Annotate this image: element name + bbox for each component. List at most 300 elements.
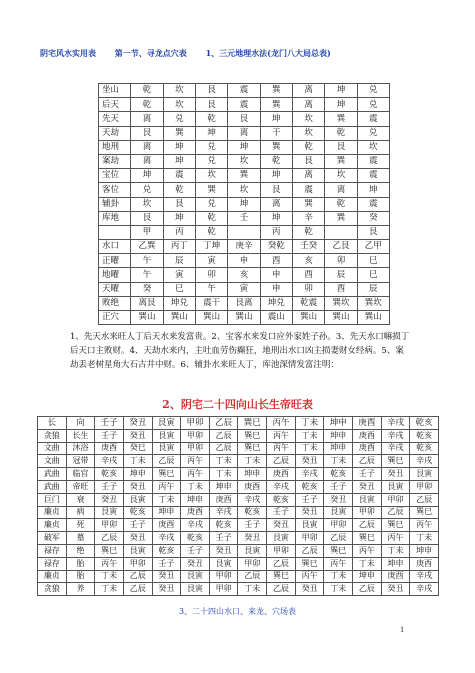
table-cell: 乙辰: [238, 570, 267, 583]
table-cell: 禄存: [38, 544, 67, 557]
table-cell: 癸丑: [267, 519, 296, 532]
table-cell: 武曲: [38, 480, 67, 493]
table-cell: 丁坤: [195, 240, 227, 254]
table-cell: 癸丑: [123, 532, 152, 545]
table-cell: 巽: [260, 84, 292, 98]
table-cell: 坤申: [152, 506, 181, 519]
table-row: [99, 183, 390, 197]
table-cell: 甲卯: [123, 557, 152, 570]
table-cell: 震: [357, 154, 389, 168]
table-row: [38, 442, 439, 455]
table-cell: 水口: [99, 240, 131, 254]
header-table-title: 1、三元地理水法(龙门八大局总表): [205, 48, 331, 58]
table-row: [99, 154, 390, 168]
table-cell: 艮寅: [267, 532, 296, 545]
table-cell: 巽: [228, 169, 260, 183]
table-cell: 辛: [292, 211, 324, 225]
table-cell: 坎: [131, 197, 163, 211]
table-cell: 丙午: [181, 468, 210, 481]
table-cell: 癸丑: [123, 480, 152, 493]
table-cell: 乙巽: [131, 240, 163, 254]
table-cell: 乾: [163, 183, 195, 197]
table-row: [99, 296, 390, 310]
table-cell: 癸丑: [209, 544, 238, 557]
table-cell: 乾: [131, 84, 163, 98]
table-cell: 辅卦: [99, 197, 131, 211]
table-cell: 癸: [131, 282, 163, 296]
table-cell: 客位: [99, 183, 131, 197]
table-cell: 辛戌: [381, 417, 410, 430]
table-cell: 艮: [325, 140, 357, 154]
table-cell: 巽巳: [410, 506, 439, 519]
table-cell: 衰: [66, 493, 95, 506]
longevity-table-title: 2、阴宅二十四向山长生帝旺表: [162, 398, 313, 411]
table-cell: 艮寅: [152, 429, 181, 442]
table-cell: 壬子: [95, 429, 124, 442]
table-cell: 乙辰: [267, 557, 296, 570]
dragon-gate-table: [98, 83, 390, 325]
table-cell: 案劫: [99, 154, 131, 168]
table-cell: 巽: [325, 154, 357, 168]
table-cell: 寅: [195, 254, 227, 268]
table-cell: 巽巳: [95, 544, 124, 557]
table-cell: 壬子: [95, 480, 124, 493]
table-row: [99, 211, 390, 225]
table-cell: 巽山: [228, 311, 260, 325]
table-cell: 丁未: [324, 570, 353, 583]
table-cell: 癸巳: [123, 442, 152, 455]
table-cell: 坎: [195, 169, 227, 183]
table-cell: 乙辰: [152, 455, 181, 468]
table-cell: 巽巳: [353, 532, 382, 545]
table-cell: 癸丑: [95, 493, 124, 506]
table-cell: 癸丑: [381, 583, 410, 596]
table-row: [99, 140, 390, 154]
table-cell: 丙: [260, 225, 292, 239]
table-cell: 甲卯: [381, 493, 410, 506]
table-cell: 临官: [66, 468, 95, 481]
table-cell: 乾亥: [267, 493, 296, 506]
table-cell: 坤兑: [260, 296, 292, 310]
table-cell: 乾: [260, 154, 292, 168]
table-row: [99, 84, 390, 98]
table-cell: 胎: [66, 557, 95, 570]
table-cell: 天劫: [99, 126, 131, 140]
table-cell: 离: [260, 197, 292, 211]
table-cell: 亥: [228, 268, 260, 282]
page-header: [40, 48, 440, 59]
table-cell: 巽: [195, 183, 227, 197]
table-cell: 巨门: [38, 493, 67, 506]
table-cell: 墓: [66, 532, 95, 545]
table-cell: 申: [228, 254, 260, 268]
table-cell: 震: [357, 197, 389, 211]
table-cell: 巽巳: [238, 429, 267, 442]
table-cell: 兑: [357, 98, 389, 112]
table-cell: 辛戌: [95, 455, 124, 468]
table-cell: 癸丑: [123, 429, 152, 442]
table-cell: 坎: [228, 183, 260, 197]
table-cell: 震: [357, 169, 389, 183]
table-cell: 甲卯: [209, 570, 238, 583]
page-number: 1: [400, 626, 405, 634]
table-cell: 胎: [66, 570, 95, 583]
table-cell: 兑: [195, 197, 227, 211]
table-cell: 庚酉: [95, 442, 124, 455]
table-cell: 向: [66, 417, 95, 430]
table-cell: 巽: [260, 98, 292, 112]
table-cell: 禄存: [38, 557, 67, 570]
table-cell: 贪狼: [38, 583, 67, 596]
table-cell: 乙辰: [353, 519, 382, 532]
table-cell: 乾亥: [410, 442, 439, 455]
table-cell: 巽巳: [152, 468, 181, 481]
table-cell: 廉贞: [38, 506, 67, 519]
table-cell: 离: [131, 154, 163, 168]
table-cell: 坤: [260, 169, 292, 183]
table-row: [38, 544, 439, 557]
table-cell: 败绝: [99, 296, 131, 310]
table-cell: 丙午: [353, 544, 382, 557]
table-cell: 庚酉: [267, 468, 296, 481]
table-cell: 巽巳: [381, 455, 410, 468]
table-cell: 乾亥: [123, 506, 152, 519]
table-cell: 巽: [163, 126, 195, 140]
table-cell: 辛戌: [381, 442, 410, 455]
table-row: [99, 240, 390, 254]
table-cell: 震: [292, 183, 324, 197]
table-cell: 庚酉: [353, 417, 382, 430]
table-row: [38, 557, 439, 570]
table-cell: 癸丑: [295, 506, 324, 519]
table-cell: 乾: [325, 126, 357, 140]
table-cell: 离: [228, 126, 260, 140]
table-cell: 艮寅: [181, 570, 210, 583]
table-row: [99, 112, 390, 126]
table-cell: 艮: [131, 126, 163, 140]
table-cell: 庚酉: [209, 493, 238, 506]
table-cell: 癸丑: [295, 583, 324, 596]
table-cell: 甲卯: [181, 429, 210, 442]
table-row: [99, 282, 390, 296]
table-row: [99, 311, 390, 325]
table-cell: 巽: [292, 197, 324, 211]
table-cell: 辰: [357, 282, 389, 296]
table-cell: 坤申: [324, 442, 353, 455]
table-cell: 辰: [325, 268, 357, 282]
table-cell: 乾亥: [295, 480, 324, 493]
table-cell: 乾: [292, 225, 324, 239]
table-cell: 乙辰: [209, 417, 238, 430]
table-cell: 乙艮: [325, 240, 357, 254]
table-cell: 巽巳: [238, 442, 267, 455]
table-cell: 坤: [357, 183, 389, 197]
table-cell: 巳: [357, 254, 389, 268]
table-row: [38, 532, 439, 545]
table-cell: 艮寅: [410, 468, 439, 481]
table-cell: 坤申: [324, 429, 353, 442]
table-cell: 乙辰: [295, 544, 324, 557]
table-cell: 先天: [99, 112, 131, 126]
table-cell: 震: [163, 169, 195, 183]
table-cell: 壬子: [267, 506, 296, 519]
table-cell: 巽山: [357, 311, 389, 325]
table-cell: 兑: [195, 154, 227, 168]
table-cell: [99, 225, 131, 239]
table-cell: 巽巳: [381, 519, 410, 532]
table-cell: 乾: [131, 98, 163, 112]
table-row: [38, 480, 439, 493]
table-cell: 长: [38, 417, 67, 430]
table-cell: 辛戌: [209, 506, 238, 519]
table-row: [38, 506, 439, 519]
table-cell: 艮: [163, 197, 195, 211]
table-cell: 乙辰: [123, 570, 152, 583]
table-cell: 坤: [163, 154, 195, 168]
next-section-title: 3、二十四山水口、来龙、穴场表: [178, 607, 297, 616]
table-cell: 坎: [228, 154, 260, 168]
table-cell: 丙午: [181, 455, 210, 468]
table-row: [99, 169, 390, 183]
table-cell: 丁未: [209, 455, 238, 468]
table-cell: 坤申: [238, 468, 267, 481]
table-cell: [228, 225, 260, 239]
table-cell: 巽巳: [238, 417, 267, 430]
table-cell: 丁未: [95, 570, 124, 583]
table-cell: 丙午: [267, 442, 296, 455]
table-cell: 乾亥: [152, 544, 181, 557]
table-cell: 震山: [260, 311, 292, 325]
table-cell: 艮寅: [209, 557, 238, 570]
table-cell: 坤申: [353, 570, 382, 583]
table-cell: 艮寅: [324, 506, 353, 519]
table-cell: 巽坎: [325, 296, 357, 310]
table-cell: 艮寅: [381, 480, 410, 493]
table-cell: 甲卯: [238, 557, 267, 570]
table-cell: 乾: [195, 225, 227, 239]
table-cell: 乙辰: [353, 455, 382, 468]
table-cell: 乾亥: [209, 519, 238, 532]
table-cell: 巽巳: [295, 557, 324, 570]
table-cell: 午: [195, 282, 227, 296]
table-cell: 正曜: [99, 254, 131, 268]
table-cell: 破军: [38, 532, 67, 545]
header-book-title: 阴宅风水实用表: [40, 48, 96, 58]
table-cell: 癸乾: [260, 240, 292, 254]
table-cell: 坤申: [324, 417, 353, 430]
table-cell: 艮: [357, 225, 389, 239]
table-cell: 艮寅: [238, 544, 267, 557]
table-cell: 丁未: [238, 455, 267, 468]
table-cell: 丙午: [324, 557, 353, 570]
table-cell: 辛戌: [238, 493, 267, 506]
table-cell: 巳: [357, 268, 389, 282]
table-cell: 庚酉: [181, 506, 210, 519]
table-cell: 离: [325, 183, 357, 197]
table-cell: 辛戌: [410, 583, 439, 596]
table-row: [38, 429, 439, 442]
table-cell: 艮寅: [123, 544, 152, 557]
table-cell: 地刑: [99, 140, 131, 154]
table-cell: 寅: [228, 282, 260, 296]
table-cell: 乙辰: [267, 455, 296, 468]
table-cell: 坤申: [123, 468, 152, 481]
table-cell: 帝旺: [66, 480, 95, 493]
table-cell: 午: [131, 254, 163, 268]
table-cell: 冠带: [66, 455, 95, 468]
table-cell: 乙辰: [353, 583, 382, 596]
table-cell: 丁未: [295, 429, 324, 442]
table-row: [99, 98, 390, 112]
table-cell: 巳: [163, 282, 195, 296]
table-cell: 丁未: [410, 532, 439, 545]
table-row: [99, 126, 390, 140]
table-cell: 甲卯: [353, 506, 382, 519]
table-cell: 坤申: [381, 557, 410, 570]
table-cell: 乾: [195, 211, 227, 225]
table-cell: 坎: [357, 140, 389, 154]
table-cell: 乙辰: [209, 442, 238, 455]
table-cell: 震: [228, 84, 260, 98]
table-cell: 丙午: [295, 570, 324, 583]
table-cell: 病: [66, 506, 95, 519]
table-cell: 巽坎: [357, 296, 389, 310]
table-cell: 癸丑: [123, 417, 152, 430]
table-cell: 干: [260, 126, 292, 140]
table-cell: 丁未: [238, 583, 267, 596]
table-cell: 壬子: [238, 519, 267, 532]
table-cell: 丁未: [95, 583, 124, 596]
table-cell: 巽山: [131, 311, 163, 325]
table-cell: 壬子: [152, 557, 181, 570]
table-cell: 乾亥: [95, 468, 124, 481]
table-cell: 午: [131, 268, 163, 282]
table-cell: 卯: [325, 254, 357, 268]
notes-paragraph: 1、先天水来旺人丁后天水来发富贵。2、宝客水来发口应外家姓子孙。3、先天水口嘛损丁后天口主败财。4、天劫水来内，主吐血劳伤癫狂，地刑出水口凶主损妻财女经病。5、案劫丢老树星角大石古井中财。6、辅卦水来旺人丁，库池深情发富注明：: [70, 332, 410, 370]
table-cell: 坤: [325, 98, 357, 112]
table-cell: 离艮: [131, 296, 163, 310]
table-cell: 坤: [163, 140, 195, 154]
table-cell: 坎: [163, 84, 195, 98]
table-cell: 乾亥: [238, 506, 267, 519]
table-row: [38, 468, 439, 481]
table-cell: 离: [131, 140, 163, 154]
table-cell: 坤: [325, 84, 357, 98]
table-cell: 申: [260, 282, 292, 296]
table-cell: 卯: [195, 268, 227, 282]
table-cell: 甲卯: [95, 519, 124, 532]
table-cell: 艮离: [228, 296, 260, 310]
table-cell: 丙午: [152, 480, 181, 493]
table-cell: 辛戌: [181, 519, 210, 532]
table-cell: 亥: [292, 254, 324, 268]
table-cell: 丁未: [353, 557, 382, 570]
table-row: [99, 225, 390, 239]
table-cell: 文曲: [38, 455, 67, 468]
table-cell: 酉: [292, 268, 324, 282]
table-cell: 壬子: [123, 519, 152, 532]
table-row: [99, 197, 390, 211]
table-cell: 坤: [228, 140, 260, 154]
table-cell: 艮寅: [152, 417, 181, 430]
table-cell: 乙辰: [123, 583, 152, 596]
table-cell: 文曲: [38, 442, 67, 455]
table-row: [99, 254, 390, 268]
table-cell: 廉贞: [38, 570, 67, 583]
table-cell: 贪狼: [38, 429, 67, 442]
table-cell: 离: [292, 98, 324, 112]
table-cell: 艮: [228, 112, 260, 126]
table-cell: 庚酉: [381, 570, 410, 583]
table-cell: 庚酉: [410, 557, 439, 570]
table-cell: 乙辰: [95, 532, 124, 545]
table-cell: 丁未: [152, 493, 181, 506]
table-row: [38, 417, 439, 430]
table-cell: 乾震: [292, 296, 324, 310]
table-cell: 坎: [292, 112, 324, 126]
table-cell: 丁未: [324, 455, 353, 468]
table-cell: 长生: [66, 429, 95, 442]
table-cell: 乾亥: [410, 429, 439, 442]
table-cell: 甲卯: [181, 442, 210, 455]
table-cell: 酉: [325, 282, 357, 296]
table-cell: 震: [228, 98, 260, 112]
table-cell: 艮寅: [152, 442, 181, 455]
longevity-table: [37, 416, 439, 596]
table-cell: 甲卯: [209, 583, 238, 596]
table-cell: 乾亥: [181, 532, 210, 545]
table-cell: 艮: [260, 183, 292, 197]
table-cell: 丁未: [324, 583, 353, 596]
table-cell: 癸丑: [324, 493, 353, 506]
table-cell: 巽: [325, 112, 357, 126]
table-cell: 壬子: [181, 544, 210, 557]
table-cell: 震: [357, 112, 389, 126]
table-cell: 甲卯: [324, 519, 353, 532]
table-row: [38, 583, 439, 596]
table-cell: 酉: [260, 254, 292, 268]
table-row: [38, 570, 439, 583]
table-cell: 地曜: [99, 268, 131, 282]
table-cell: 乙甲: [357, 240, 389, 254]
table-cell: 库地: [99, 211, 131, 225]
table-cell: 丙: [163, 225, 195, 239]
table-cell: 坤申: [209, 480, 238, 493]
table-cell: 乙辰: [324, 532, 353, 545]
table-cell: 兑: [195, 140, 227, 154]
table-cell: 辛戌: [410, 455, 439, 468]
table-cell: 丁未: [123, 455, 152, 468]
table-cell: 甲卯: [181, 417, 210, 430]
table-cell: 乾亥: [410, 417, 439, 430]
table-cell: 兑: [163, 112, 195, 126]
table-cell: 壬: [228, 211, 260, 225]
table-cell: 死: [66, 519, 95, 532]
table-cell: 沐浴: [66, 442, 95, 455]
table-cell: 离: [131, 112, 163, 126]
table-cell: 庚酉: [353, 442, 382, 455]
table-cell: 甲: [131, 225, 163, 239]
table-cell: 兑: [131, 183, 163, 197]
table-cell: 庚酉: [238, 480, 267, 493]
table-cell: 艮寅: [295, 519, 324, 532]
table-cell: 乙辰: [209, 429, 238, 442]
table-cell: 乾: [292, 140, 324, 154]
table-cell: 申: [260, 268, 292, 282]
table-cell: 巽: [325, 211, 357, 225]
table-cell: 乙辰: [410, 493, 439, 506]
table-cell: 癸丑: [381, 468, 410, 481]
